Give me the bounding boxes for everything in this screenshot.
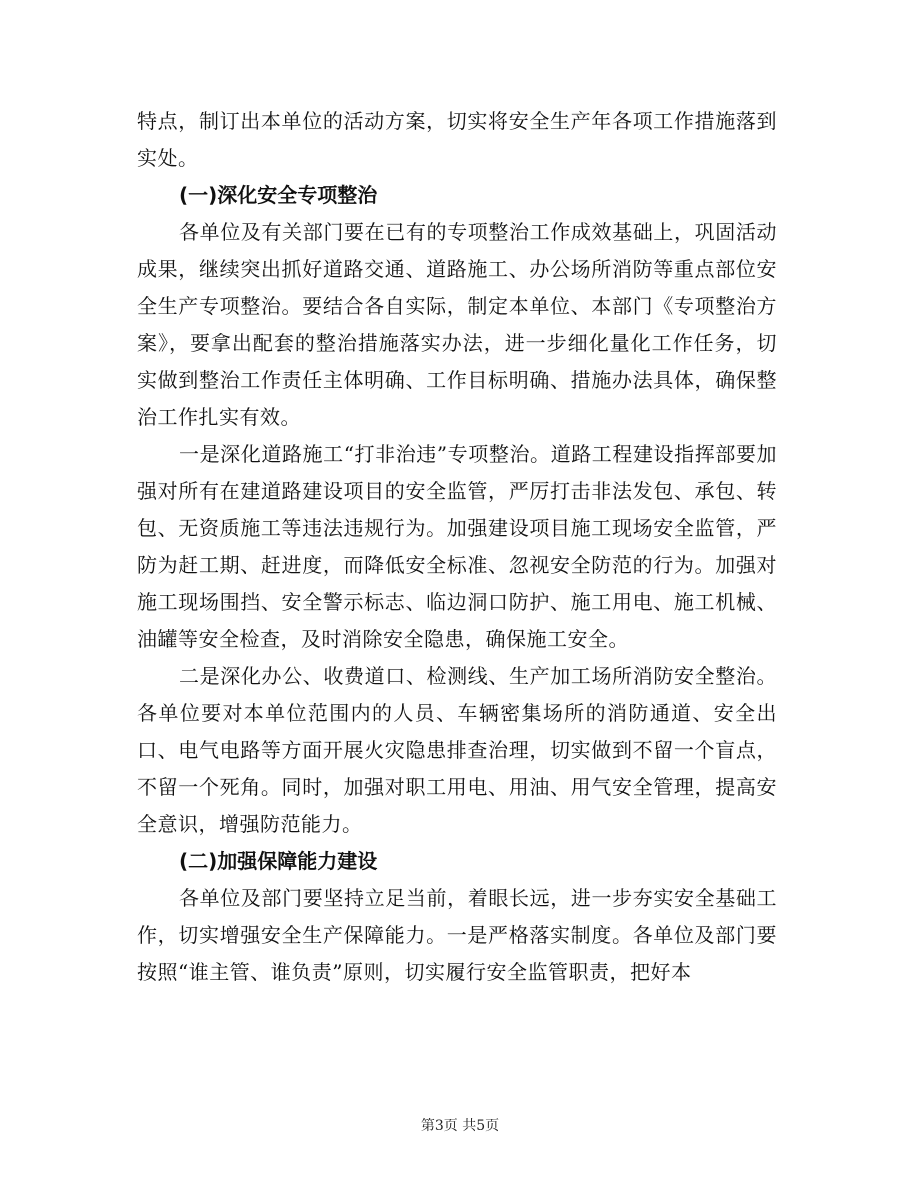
document-body: [137, 103, 777, 991]
paragraph-fire-safety: 二是深化办公、收费道口、检测线、生产加工场所消防安全整治。各单位要对本单位范围内的人员、车辆密集场所的消防通道、安全出口、电气电路等方面开展火灾隐患排查治理，切实做到不留一个盲点，不留一个死角。同时，加强对职工用电、用油、用气安全管理，提高安全意识，增强防范能力。: [137, 664, 777, 836]
page-number: 第3页 共5页: [420, 1118, 500, 1134]
section-heading-1: (一)深化安全专项整治: [179, 183, 378, 207]
paragraph-remediation-intro: 各单位及有关部门要在已有的专项整治工作成效基础上，巩固活动成果，继续突出抓好道路交通、道路施工、办公场所消防等重点部位安全生产专项整治。要结合各自实际，制定本单位、本部门《专项整治方案》，要拿出配套的整治措施落实办法，进一步细化量化工作任务，切实做到整治工作责任主体明确、工作目标明确、措施办法具体，确保整治工作扎实有效。: [137, 220, 777, 429]
section-heading-2: (二)加强保障能力建设: [179, 849, 378, 873]
paragraph-road-construction: 一是深化道路施工“打非治违”专项整治。道路工程建设指挥部要加强对所有在建道路建设项目的安全监管，严厉打击非法发包、承包、转包、无资质施工等违法违规行为。加强建设项目施工现场安全监管，严防为赶工期、赶进度，而降低安全标准、忽视安全防范的行为。加强对施工现场围挡、安全警示标志、临边洞口防护、施工用电、施工机械、油罐等安全检查，及时消除安全隐患，确保施工安全。: [137, 442, 777, 651]
paragraph-continuation: 特点，制订出本单位的活动方案，切实将安全生产年各项工作措施落到实处。: [137, 109, 777, 170]
paragraph-capacity-building: 各单位及部门要坚持立足当前，着眼长远，进一步夯实安全基础工作，切实增强安全生产保障能力。一是严格落实制度。各单位及部门要按照“谁主管、谁负责”原则，切实履行安全监管职责，把好本: [137, 886, 777, 984]
